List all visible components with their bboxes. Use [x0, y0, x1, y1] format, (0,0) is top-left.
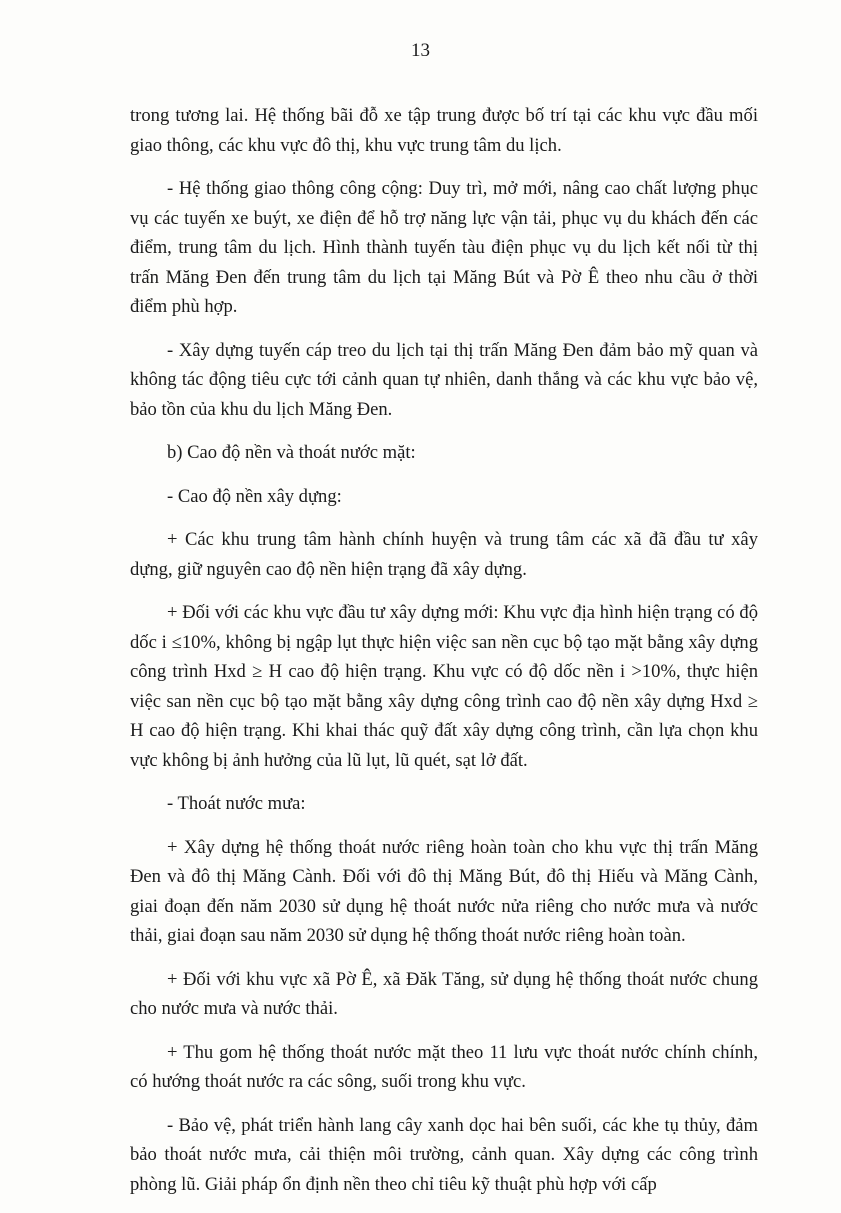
- section-heading: b) Cao độ nền và thoát nước mặt:: [167, 442, 416, 463]
- paragraph: - Bảo vệ, phát triển hành lang cây xanh dọc hai bên suối, các khe tụ thủy, đảm bảo thoát nước mưa, cải thiện môi trường, cảnh quan. Xây dựng các công trình phòng lũ. Giải pháp ổn định nền theo chỉ tiêu kỹ thuật phù hợp với cấp: [130, 1114, 758, 1195]
- paragraph: - Hệ thống giao thông công cộng: Duy trì, mở mới, nâng cao chất lượng phục vụ các tuyến xe buýt, xe điện để hỗ trợ năng lực vận tải, phục vụ du khách đến các điểm, trung tâm du lịch. Hình thành tuyến tàu điện phục vụ du lịch kết nối từ thị trấn Măng Đen đến trung tâm du lịch tại Măng Bút và Pờ Ê theo nhu cầu ở thời điểm phù hợp.: [130, 178, 758, 317]
- paragraph: + Đối với khu vực xã Pờ Ê, xã Đăk Tăng, sử dụng hệ thống thoát nước chung cho nước mưa và nước thải.: [130, 968, 758, 1019]
- paragraph: - Xây dựng tuyến cáp treo du lịch tại thị trấn Măng Đen đảm bảo mỹ quan và không tác động tiêu cực tới cảnh quan tự nhiên, danh thắng và các khu vực bảo vệ, bảo tồn của khu du lịch Măng Đen.: [130, 339, 758, 420]
- paragraph: + Các khu trung tâm hành chính huyện và trung tâm các xã đã đầu tư xây dựng, giữ nguyên cao độ nền hiện trạng đã xây dựng.: [130, 529, 758, 580]
- paragraph: + Thu gom hệ thống thoát nước mặt theo 11 lưu vực thoát nước chính chính, có hướng thoát nước ra các sông, suối trong khu vực.: [130, 1041, 758, 1092]
- subsection-heading: - Thoát nước mưa:: [167, 793, 306, 814]
- paragraph: trong tương lai. Hệ thống bãi đỗ xe tập trung được bố trí tại các khu vực đầu mối giao thông, các khu vực đô thị, khu vực trung tâm du lịch.: [130, 105, 758, 156]
- subsection-heading: - Cao độ nền xây dựng:: [167, 485, 342, 507]
- paragraph: + Đối với các khu vực đầu tư xây dựng mới: Khu vực địa hình hiện trạng có độ dốc i ≤10%, không bị ngập lụt thực hiện việc san nền cục bộ tạo mặt bằng xây dựng công trình Hxd ≥ H cao độ hiện trạng. Khu vực có độ dốc nền i >10%, thực hiện việc san nền cục bộ tạo mặt bằng xây dựng công trình cao độ nền xây dựng Hxd ≥ H cao độ hiện trạng. Khi khai thác quỹ đất xây dựng công trình, cần lựa chọn khu vực không bị ảnh hưởng của lũ lụt, lũ quét, sạt lở đất.: [130, 602, 758, 771]
- paragraph: + Xây dựng hệ thống thoát nước riêng hoàn toàn cho khu vực thị trấn Măng Đen và đô thị Măng Cành. Đối với đô thị Măng Bút, đô thị Hiếu và Măng Cành, giai đoạn đến năm 2030 sử dụng hệ thoát nước nửa riêng cho nước mưa và nước thải, giai đoạn sau năm 2030 sử dụng hệ thống thoát nước riêng hoàn toàn.: [130, 836, 758, 946]
- page-number: 13: [411, 40, 430, 61]
- body-text: [130, 101, 758, 1213]
